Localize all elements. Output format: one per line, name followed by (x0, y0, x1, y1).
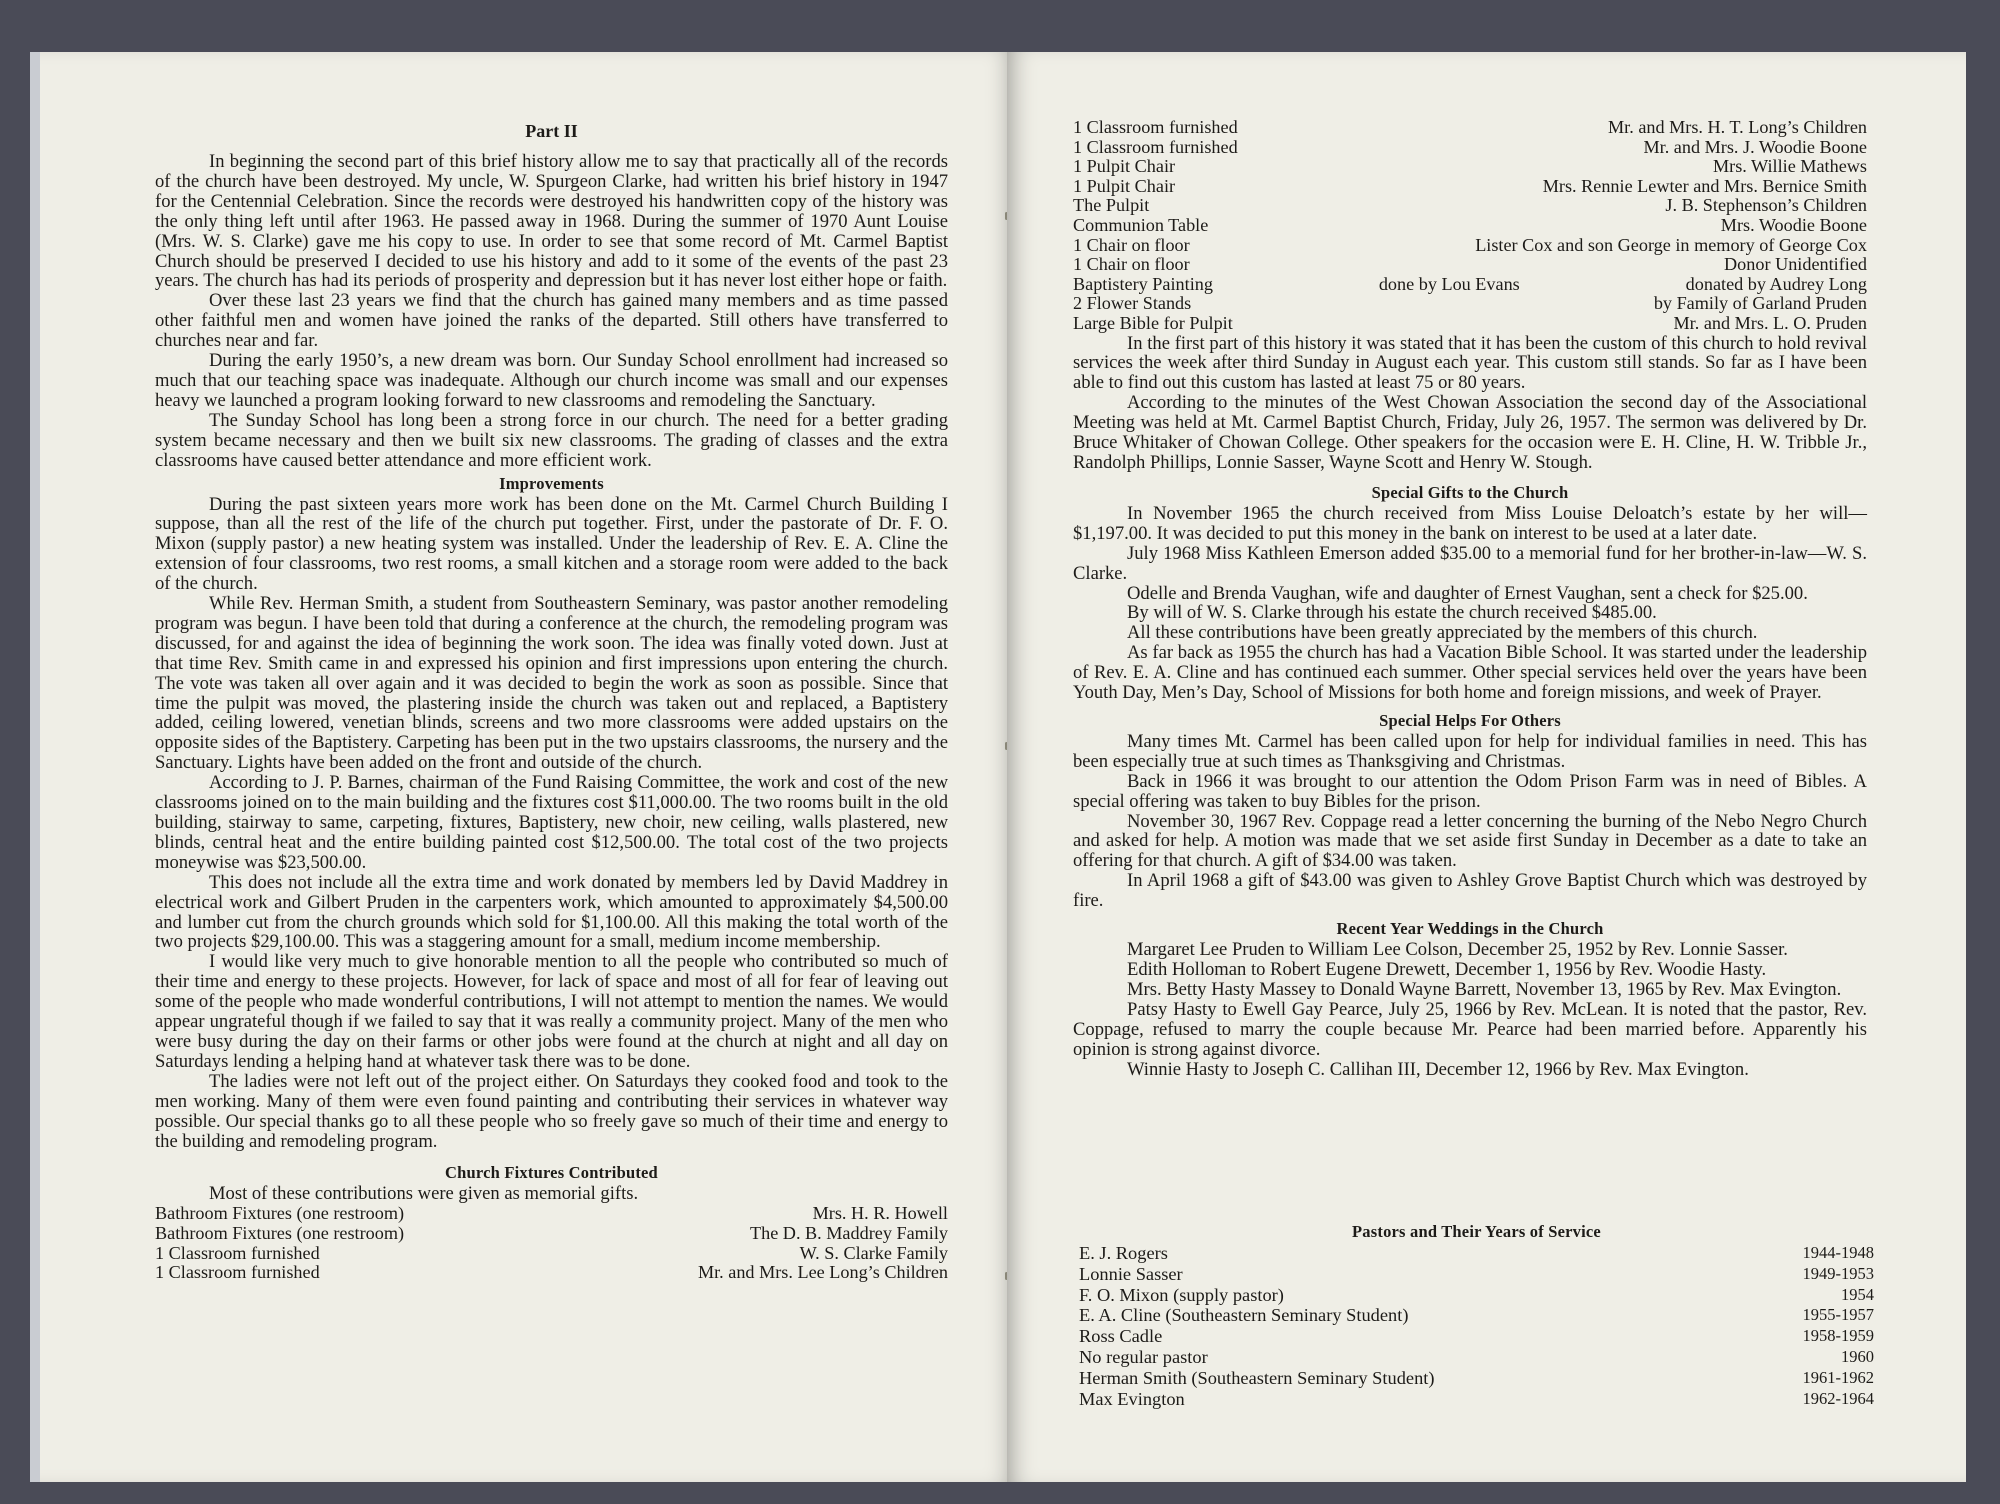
fixture-donor: Mr. and Mrs. J. Woodie Boone (1643, 136, 1867, 157)
paragraph: All these contributions have been greatly appreciated by the members of this church. (1127, 622, 1758, 644)
paragraph: Mrs. Betty Hasty Massey to Donald Wayne Barrett, November 13, 1965 by Rev. Max Evington. (1127, 978, 1842, 1000)
fixture-row (1073, 275, 1867, 295)
paragraph: During the past sixteen years more work has been done on the Mt. Carmel Church Building I suppose, than all the rest of the life of the church put together. First, under the pastorate of Dr. F. O. Mixon (supply pastor) a new heating system was installed. Under the leadership of Rev. E. A. Cline the extension of four classrooms, two rest rooms, a small kitchen and a storage room were added to the back of the church. (155, 493, 948, 595)
pastor-name: E. J. Rogers (1079, 1243, 1168, 1263)
gifts-heading: Special Gifts to the Church (1371, 482, 1569, 502)
fixture-donor: W. S. Clarke Family (799, 1242, 948, 1263)
fixtures-list-continued (1073, 118, 1867, 334)
pastor-years: 1949-1953 (1802, 1263, 1874, 1283)
fixture-note (1190, 255, 1724, 275)
pastor-name: Ross Cadle (1079, 1326, 1163, 1347)
pastor-years: 1944-1948 (1802, 1243, 1874, 1262)
paragraph: November 30, 1967 Rev. Coppage read a letter concerning the burning of the Nebo Negro Church and asked for help. A motion was made that we set aside first Sunday in December as a date to take an offering for that church. A gift of $34.00 was taken. (1073, 810, 1867, 872)
pastor-row (1079, 1326, 1874, 1347)
fixture-row (1073, 236, 1867, 256)
pastor-name: E. A. Cline (Southeastern Seminary Student) (1079, 1305, 1409, 1326)
custom-paragraphs (1073, 334, 1867, 473)
paragraph: The ladies were not left out of the project either. On Saturdays they cooked food and took to the men working. Many of them were even found painting and contributing their services in whatever way possible. Our special thanks go to all these people who so freely gave so much of their time and energy to the building and remodeling program. (155, 1070, 948, 1152)
pastor-name: Herman Smith (Southeastern Seminary Student) (1079, 1367, 1435, 1388)
paragraph: Odelle and Brenda Vaughan, wife and daughter of Ernest Vaughan, sent a check for $25.00. (1127, 582, 1808, 604)
paragraph: During the early 1950’s, a new dream was born. Our Sunday School enrollment had increased so much that our teaching space was inadequate. Although our church income was small and our expenses heavy we launched a program looking forward to new classrooms and remodeling the Sanctuary. (155, 350, 948, 411)
paragraph: Patsy Hasty to Ewell Gay Pearce, July 25, 1966 by Rev. McLean. It is noted that the pastor, Rev. Coppage, refused to marry the couple because Mr. Pearce had been married before. Apparently his opinion is strong against divorce. (1073, 998, 1867, 1060)
pastor-row (1079, 1243, 1874, 1264)
fixture-item: Bathroom Fixtures (one restroom) (155, 1203, 405, 1224)
paragraph: Many times Mt. Carmel has been called upon for help for individual families in need. This has been especially true at such times as Thanksgiving and Christmas. (1073, 730, 1867, 772)
fixture-donor: Mrs. Woodie Boone (1720, 214, 1867, 235)
pastor-name: F. O. Mixon (supply pastor) (1079, 1284, 1284, 1305)
paragraph: Back in 1966 it was brought to our attention the Odom Prison Farm was in need of Bibles. A special offering was taken to buy Bibles for the prison. (1073, 770, 1867, 812)
pastor-row (1079, 1285, 1874, 1306)
paragraph: Edith Holloman to Robert Eugene Drewett, December 1, 1956 by Rev. Woodie Hasty. (1127, 959, 1767, 980)
fixture-item: Large Bible for Pulpit (1073, 312, 1233, 333)
pastor-row (1079, 1389, 1874, 1410)
fixture-row (1073, 216, 1867, 236)
paragraph: In beginning the second part of this brief history allow me to say that practically all of the records of the church have been destroyed. My uncle, W. Spurgeon Clarke, had written his brief history in 1947 for the Centennial Celebration. Since the records were destroyed his handwritten copy of the history was the only thing left until after 1963. He passed away in 1968. During the summer of 1970 Aunt Louise (Mrs. W. S. Clarke) gave me his copy to use. In order to see that some record of Mt. Carmel Baptist Church should be preserved I decided to use his history and add to it some of the events of the past 23 years. The church has had its periods of prosperity and depression but it has never lost either hope or faith. (155, 151, 948, 292)
fixture-row (1073, 196, 1867, 216)
fixture-row (155, 1263, 948, 1283)
fixture-row (1073, 157, 1867, 177)
fixture-row (1073, 294, 1867, 314)
fixture-note (1238, 138, 1644, 158)
fixture-row (155, 1224, 948, 1244)
fixture-note (1191, 294, 1654, 314)
fixture-note (1208, 216, 1720, 236)
helps-paragraphs (1073, 732, 1867, 911)
improvements-paragraphs (155, 495, 948, 1152)
intro-paragraphs (155, 152, 948, 471)
paragraph: In April 1968 a gift of $43.00 was given to Ashley Grove Baptist Church which was destroyed by fire. (1073, 870, 1867, 912)
pastor-name: No regular pastor (1079, 1346, 1208, 1367)
paragraph: July 1968 Miss Kathleen Emerson added $35.00 to a memorial fund for her brother-in-law—W. S. Clarke. (1073, 542, 1867, 584)
pastors-section (1079, 1219, 1874, 1409)
fixture-item: 1 Classroom furnished (155, 1242, 320, 1263)
fixture-item: 1 Chair on floor (1073, 234, 1190, 255)
fixture-note (1175, 177, 1543, 197)
pastor-years: 1955-1957 (1802, 1305, 1874, 1325)
paragraph: Margaret Lee Pruden to William Lee Colson, December 25, 1952 by Rev. Lonnie Sasser. (1127, 939, 1788, 961)
pastor-years: 1954 (1841, 1284, 1874, 1304)
paragraph: This does not include all the extra time and work donated by members led by David Maddrey in electrical work and Gilbert Pruden in the carpenters work, which amounted to approximately $4,500.00 and lumber cut from the church grounds which sold for $1,100.00. All this making the total worth of the two projects $29,100.00. This was a staggering amount for a small, medium income membership. (155, 871, 948, 953)
gifts-paragraphs (1073, 504, 1867, 703)
right-page-column (1073, 118, 1867, 1079)
fixture-item: The Pulpit (1073, 195, 1150, 216)
fixture-note (1190, 236, 1476, 256)
fixture-donor: Mr. and Mrs. H. T. Long’s Children (1608, 117, 1867, 137)
fixture-row (1073, 138, 1867, 158)
fixture-donor: Mr. and Mrs. Lee Long’s Children (697, 1262, 948, 1283)
fixture-note (1233, 314, 1674, 334)
fixture-row (1073, 118, 1867, 138)
paragraph: In November 1965 the church received from Miss Louise Deloatch’s estate by her will—$1,197.00. It was decided to put this money in the bank on interest to be used at a later date. (1073, 502, 1867, 544)
pastor-row (1079, 1305, 1874, 1326)
right-page (1007, 52, 1966, 1482)
weddings-heading: Recent Year Weddings in the Church (1336, 919, 1604, 939)
fixtures-intro: Most of these contributions were given as memorial gifts. (209, 1183, 639, 1205)
fixture-donor: donated by Audrey Long (1685, 273, 1867, 294)
improvements-heading: Improvements (499, 473, 604, 493)
paragraph: In the first part of this history it was stated that it has been the custom of this church to hold revival services the week after third Sunday in August each year. This custom still stands. So far as I have been able to find out this custom has lasted at least 75 or 80 years. (1073, 332, 1867, 394)
fixture-donor: The D. B. Maddrey Family (749, 1222, 948, 1243)
left-page (30, 52, 1015, 1482)
pastor-years: 1962-1964 (1802, 1388, 1874, 1408)
fixture-row (1073, 314, 1867, 334)
pastors-heading: Pastors and Their Years of Service (1352, 1222, 1601, 1241)
fixture-item: Baptistery Painting (1073, 273, 1213, 294)
fixture-note: done by Lou Evans (1378, 273, 1520, 294)
weddings-paragraphs (1073, 940, 1867, 1079)
paragraph: Over these last 23 years we find that the church has gained many members and as time passed other faithful men and women have joined the ranks of the departed. Still others have transferred to churches near and far. (155, 290, 948, 352)
paragraph: According to the minutes of the West Chowan Association the second day of the Associational Meeting was held at Mt. Carmel Baptist Church, Friday, July 26, 1957. The sermon was delivered by Dr. Bruce Whitaker of Chowan College. Other speakers for the occasion were E. H. Cline, H. W. Tribble Jr., Randolph Phillips, Lonnie Sasser, Wayne Scott and Henry W. Stough. (1073, 392, 1867, 473)
fixture-row (1073, 255, 1867, 275)
paragraph: Winnie Hasty to Joseph C. Callihan III, December 12, 1966 by Rev. Max Evington. (1127, 1058, 1749, 1080)
pastor-row (1079, 1264, 1874, 1285)
pastor-name: Max Evington (1079, 1388, 1185, 1409)
left-page-column (155, 120, 948, 1283)
paragraph: I would like very much to give honorable mention to all the people who contributed so much of their time and energy to these projects. However, for lack of space and most of all for fear of leaving out some of the people who made wonderful contributions, I will not attempt to mention the names. We would appear ungrateful though if we failed to say that it was really a community project. Many of the men who were busy during the day on their farms or other jobs were found at the church at night and all day on Saturdays lending a helping hand at whatever task there was to be done. (155, 951, 948, 1072)
fixture-item: 2 Flower Stands (1073, 293, 1192, 314)
part-heading: Part II (525, 121, 578, 141)
fixtures-list (155, 1204, 948, 1282)
fixture-item: 1 Classroom furnished (155, 1262, 320, 1283)
booklet-spread (30, 52, 1966, 1482)
fixture-donor: by Family of Garland Pruden (1653, 293, 1867, 314)
fixture-row (155, 1204, 948, 1224)
fixture-donor: Mrs. Rennie Lewter and Mrs. Bernice Smith (1542, 175, 1867, 196)
paragraph: While Rev. Herman Smith, a student from Southeastern Seminary, was pastor another remodeling program was begun. I have been told that during a conference at the church, the remodeling program was discussed, for and against the idea of beginning the work soon. The idea was finally voted down. Just at that time Rev. Smith came in and expressed his opinion and first impressions upon entering the church. The vote was taken all over again and it was decided to begin the work as soon as possible. Since that time the pulpit was moved, the plastering inside the church was taken out and replaced, a Baptistery added, ceiling lowered, venetian blinds, screens and two more classrooms were added upstairs on the opposite sides of the Baptistery. Carpeting has been put in the two upstairs classrooms, the nursery and the Sanctuary. Lights have been added on the front and outside of the church. (155, 593, 948, 774)
pastor-years: 1958-1959 (1802, 1326, 1874, 1346)
fixture-item: Communion Table (1073, 214, 1209, 235)
fixture-donor: J. B. Stephenson’s Children (1665, 195, 1867, 216)
fixture-item: Bathroom Fixtures (one restroom) (155, 1222, 405, 1243)
fixture-item: 1 Classroom furnished (1073, 136, 1238, 157)
fixture-item: 1 Chair on floor (1073, 254, 1190, 275)
fixture-donor: Donor Unidentified (1724, 254, 1867, 275)
fixture-item: 1 Classroom furnished (1073, 117, 1238, 137)
helps-heading: Special Helps For Others (1379, 710, 1561, 730)
pastor-name: Lonnie Sasser (1079, 1263, 1183, 1284)
pastor-years: 1961-1962 (1802, 1367, 1874, 1387)
fixture-donor: Mr. and Mrs. L. O. Pruden (1673, 312, 1867, 333)
fixture-note (1149, 196, 1665, 216)
fixture-row (155, 1244, 948, 1264)
pastor-years: 1960 (1841, 1346, 1874, 1366)
pastor-row (1079, 1347, 1874, 1368)
paragraph: By will of W. S. Clarke through his estate the church received $485.00. (1127, 602, 1657, 624)
fixture-item: 1 Pulpit Chair (1073, 156, 1176, 177)
fixtures-heading: Church Fixtures Contributed (445, 1163, 658, 1183)
fixture-row (1073, 177, 1867, 197)
paragraph: As far back as 1955 the church has had a Vacation Bible School. It was started under the leadership of Rev. E. A. Cline and has continued each summer. Other special services held over the years have been Youth Day, Men’s Day, School of Missions for both home and foreign missions, and week of Prayer. (1073, 642, 1867, 704)
paragraph: The Sunday School has long been a strong force in our church. The need for a better grading system became necessary and then we built six new classrooms. The grading of classes and the extra classrooms have caused better attendance and more efficient work. (155, 409, 948, 471)
fixture-note (1175, 157, 1713, 177)
pastor-row (1079, 1368, 1874, 1389)
fixture-donor: Lister Cox and son George in memory of George Cox (1475, 234, 1867, 255)
paragraph: According to J. P. Barnes, chairman of the Fund Raising Committee, the work and cost of the new classrooms joined on to the main building and the fixtures cost $11,000.00. The two rooms built in the old building, stairway to same, carpeting, fixtures, Baptistery, new choir, new ceiling, walls plastered, new blinds, central heat and the entire building painted cost $12,500.00. The total cost of the two projects moneywise was $23,500.00. (155, 772, 948, 873)
fixture-donor: Mrs. H. R. Howell (812, 1203, 948, 1224)
pastors-list (1079, 1243, 1874, 1409)
fixture-donor: Mrs. Willie Mathews (1712, 156, 1867, 177)
fixture-item: 1 Pulpit Chair (1073, 175, 1176, 196)
fixture-note (1238, 118, 1608, 138)
